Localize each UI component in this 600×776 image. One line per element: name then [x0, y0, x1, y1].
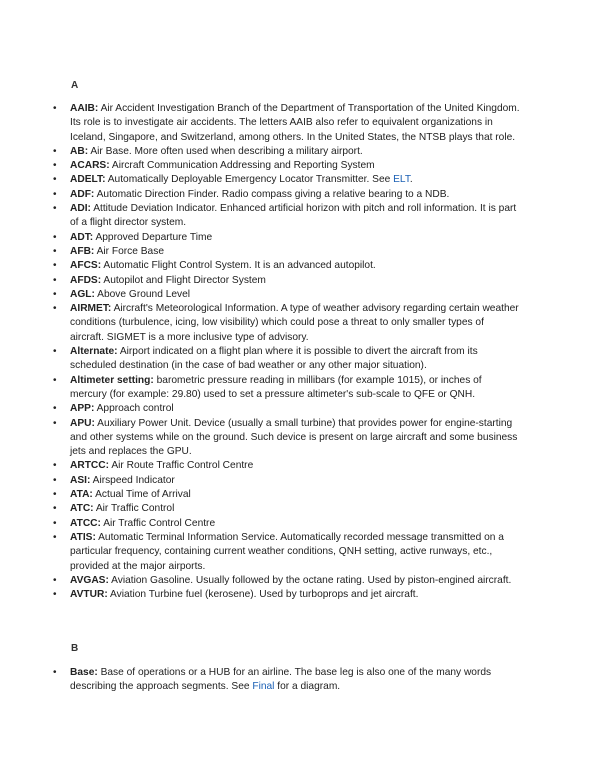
bullet-icon: •: [53, 531, 57, 543]
glossary-entry: [0, 574, 520, 588]
glossary-entry: [0, 502, 520, 516]
glossary-entry: [0, 202, 520, 231]
glossary-definition: Air Route Traffic Control Centre: [109, 460, 254, 472]
glossary-definition: Base of operations or a HUB for an airline. The base leg is also one of the many words describing the approach segments. See: [70, 667, 492, 693]
bullet-icon: •: [53, 460, 57, 472]
glossary-definition: Automatic Direction Finder. Radio compass giving a relative bearing to a NDB.: [94, 188, 450, 200]
bullet-icon: •: [53, 231, 57, 243]
glossary-entry: [0, 666, 520, 695]
glossary-term: AVTUR:: [70, 589, 108, 601]
glossary-term: ADELT:: [70, 174, 106, 186]
glossary-term: ADT:: [70, 231, 94, 243]
glossary-definition: Aviation Turbine fuel (kerosene). Used by turboprops and jet aircraft.: [107, 589, 419, 601]
glossary-definition: Airspeed Indicator: [90, 474, 175, 486]
glossary-list-b: [0, 666, 520, 695]
glossary-term: AFB:: [70, 245, 95, 257]
glossary-definition: Attitude Deviation Indicator. Enhanced artificial horizon with pitch and roll information. It is part of a flight director system.: [70, 203, 517, 229]
bullet-icon: •: [53, 517, 57, 529]
glossary-entry: [0, 102, 520, 145]
glossary-entry: [0, 173, 520, 187]
glossary-term: ACARS:: [70, 160, 110, 172]
glossary-entry: [0, 302, 520, 345]
glossary-definition: Aviation Gasoline. Usually followed by the octane rating. Used by piston-engined aircraft.: [108, 574, 512, 586]
glossary-term: Base:: [70, 667, 98, 678]
glossary-term: AB:: [70, 145, 89, 157]
glossary-definition: barometric pressure reading in millibars (for example 1015), or inches of mercury (for example: 29.80) used to set a pressure altimeter's sub-scale to QFE or QNH.: [70, 374, 482, 400]
bullet-icon: •: [53, 160, 57, 172]
bullet-icon: •: [53, 474, 57, 486]
section-heading-a: A: [71, 80, 79, 91]
glossary-entry: [0, 531, 520, 574]
bullet-icon: •: [53, 274, 57, 286]
glossary-entry: [0, 288, 520, 302]
glossary-definition: Air Accident Investigation Branch of the Department of Transportation of the United Kingdom. Its role is to investigate air accidents. The letters AAIB also refer to equivalent organizations in Iceland, Singapore, and Switzerland, among others. In the United States, the NTSB plays that role.: [70, 103, 520, 143]
glossary-entry: [0, 231, 520, 245]
glossary-entry: [0, 345, 520, 374]
glossary-link[interactable]: Final: [252, 681, 275, 693]
bullet-icon: •: [53, 489, 57, 501]
glossary-term: ATIS:: [70, 531, 96, 543]
bullet-icon: •: [53, 288, 57, 300]
glossary-definition: Airport indicated on a flight plan where it is possible to divert the aircraft from its scheduled destination (in the case of bad weather or any other major situation).: [70, 346, 478, 372]
glossary-definition: Air Traffic Control Centre: [100, 517, 216, 529]
glossary-term: AFCS:: [70, 260, 102, 272]
glossary-definition: Above Ground Level: [94, 288, 191, 300]
bullet-icon: •: [53, 503, 57, 515]
bullet-icon: •: [53, 303, 57, 315]
glossary-term: AAIB:: [70, 103, 99, 114]
glossary-term: AGL:: [70, 288, 95, 300]
glossary-definition: Aircraft's Meteorological Information. A type of weather advisory regarding certain weather conditions (turbulence, icing, low visibility) which could pose a threat to only smaller types of aircraft. SIGMET is a more inclusive type of advisory.: [70, 303, 519, 343]
glossary-entry: [0, 488, 520, 502]
bullet-icon: •: [53, 145, 57, 157]
glossary-definition: Air Force Base: [94, 245, 164, 257]
glossary-entry: [0, 245, 520, 259]
glossary-definition: Air Traffic Control: [93, 503, 175, 515]
glossary-definition: Approach control: [94, 403, 174, 415]
glossary-entry: [0, 402, 520, 416]
glossary-definition: Aircraft Communication Addressing and Reporting System: [109, 160, 375, 172]
glossary-term: AIRMET:: [70, 303, 112, 315]
bullet-icon: •: [53, 245, 57, 257]
glossary-entry: [0, 188, 520, 202]
glossary-entry: [0, 459, 520, 473]
glossary-definition: Approved Departure Time: [93, 231, 213, 243]
bullet-icon: •: [53, 374, 57, 386]
glossary-definition: Actual Time of Arrival: [92, 489, 191, 501]
bullet-icon: •: [53, 667, 57, 678]
glossary-definition-tail: for a diagram.: [274, 681, 341, 693]
glossary-term: ADI:: [70, 203, 91, 215]
glossary-term: APU:: [70, 417, 95, 429]
bullet-icon: •: [53, 589, 57, 601]
glossary-entry: [0, 517, 520, 531]
bullet-icon: •: [53, 417, 57, 429]
glossary-definition-tail: .: [409, 174, 413, 186]
glossary-entry: [0, 588, 520, 602]
glossary-term: ATA:: [70, 489, 93, 501]
glossary-entry: [0, 259, 520, 273]
glossary-entry: [0, 374, 520, 403]
bullet-icon: •: [53, 346, 57, 358]
glossary-term: ARTCC:: [70, 460, 110, 472]
glossary-entry: [0, 417, 520, 460]
glossary-term: ATC:: [70, 503, 94, 515]
glossary-entry: [0, 474, 520, 488]
glossary-list-a: [0, 102, 520, 602]
glossary-term: AVGAS:: [70, 574, 109, 586]
glossary-term: ATCC:: [70, 517, 101, 529]
glossary-term: ADF:: [70, 188, 95, 200]
bullet-icon: •: [53, 574, 57, 586]
glossary-entry: [0, 159, 520, 173]
glossary-definition: Automatic Flight Control System. It is an advanced autopilot.: [101, 260, 376, 272]
glossary-definition: Auxiliary Power Unit. Device (usually a small turbine) that provides power for engine-starting and other systems while on the ground. Such device is present on large aircraft and some business jets and replaces the GPU.: [70, 417, 518, 458]
glossary-entry: [0, 145, 520, 159]
glossary-term: APP:: [70, 403, 95, 415]
glossary-entry: [0, 274, 520, 288]
section-heading-b: B: [71, 643, 79, 654]
glossary-term: Altimeter setting:: [70, 374, 154, 386]
glossary-definition: Automatic Terminal Information Service. Automatically recorded message transmitted on a particular frequency, containing current weather conditions, QNH setting, active runways, etc., provided at the major airports.: [70, 531, 504, 572]
glossary-term: Alternate:: [70, 346, 118, 358]
bullet-icon: •: [53, 103, 57, 114]
glossary-definition: Air Base. More often used when describing a military airport.: [88, 145, 363, 157]
glossary-definition: Autopilot and Flight Director System: [101, 274, 266, 286]
bullet-icon: •: [53, 188, 57, 200]
glossary-definition: Automatically Deployable Emergency Locator Transmitter. See: [105, 174, 394, 186]
glossary-term: ASI:: [70, 474, 91, 486]
bullet-icon: •: [53, 203, 57, 215]
glossary-link[interactable]: ELT: [393, 174, 410, 186]
glossary-term: AFDS:: [70, 274, 102, 286]
bullet-icon: •: [53, 403, 57, 415]
bullet-icon: •: [53, 260, 57, 272]
bullet-icon: •: [53, 174, 57, 186]
